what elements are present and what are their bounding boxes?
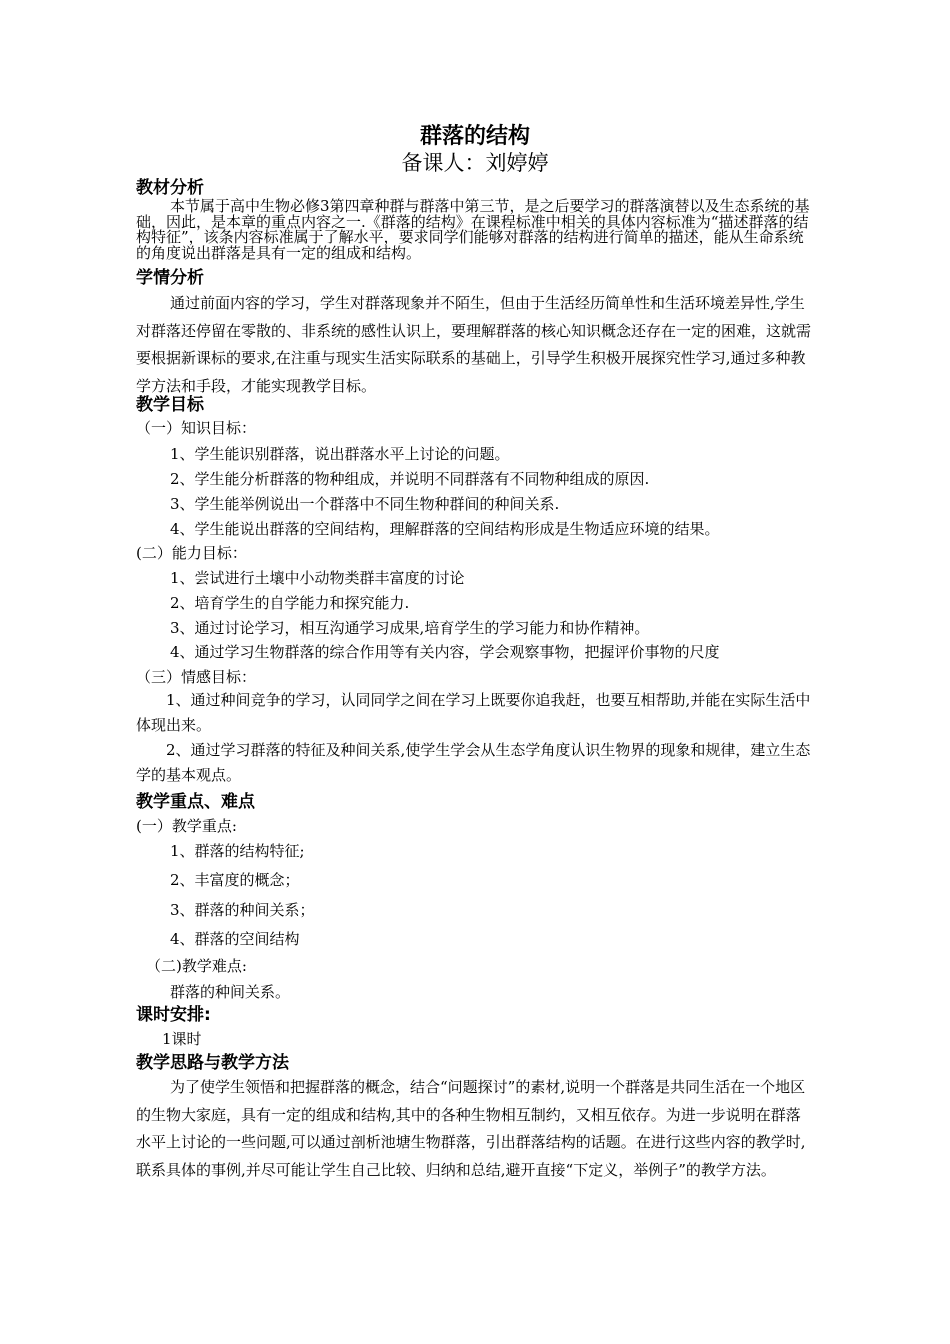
knowledge-goal-item: 3、学生能举例说出一个群落中不同生物种群间的种间关系. [170,495,560,513]
key-point-item: 4、群落的空间结构 [170,930,300,948]
author-line: 备课人：刘婷婷 [401,151,549,175]
difficulty-label: （二)教学难点: [146,957,247,975]
ability-goal-item: 2、培育学生的自学能力和探究能力. [170,594,410,612]
schedule-text: 1课时 [162,1030,202,1048]
ability-goals-label: (二）能力目标： [136,544,247,562]
key-points-label: (一）教学重点: [136,817,237,835]
key-point-item: 3、群落的种间关系； [170,901,315,919]
knowledge-goals-label: （一）知识目标： [136,419,257,437]
knowledge-goal-item: 4、学生能说出群落的空间结构，理解群落的空间结构形成是生物适应环境的结果。 [170,520,720,538]
student-analysis-paragraph: 通过前面内容的学习，学生对群落现象并不陌生，但由于生活经历简单性和生活环境差异性,学生对群落还停留在零散的、非系统的感性认识上，要理解群落的核心知识概念还存在一定的困难，这就需要根据新课标的要求,在注重与现实生活实际联系的基础上，引导学生积极开展探究性学习,通过多种教学方法和手段，才能实现教学目标。 [136,294,812,395]
key-point-item: 1、群落的结构特征; [170,842,305,860]
emotion-goals-label: （三）情感目标： [136,668,257,686]
emotion-goal-item: 2、通过学习群落的特征及种间关系,使学生学会从生态学角度认识生物界的现象和规律，建立生态学的基本观点。 [136,741,811,784]
heading-student-analysis: 学情分析 [136,268,204,288]
ability-goal-item: 4、通过学习生物群落的综合作用等有关内容，学会观察事物，把握评价事物的尺度 [170,643,720,661]
ability-goal-item: 3、通过讨论学习，相互沟通学习成果,培育学生的学习能力和协作精神。 [170,619,650,637]
knowledge-goal-item: 1、学生能识别群落，说出群落水平上讨论的问题。 [170,445,510,463]
document-title: 群落的结构 [419,124,530,149]
teaching-method-paragraph: 为了使学生领悟和把握群落的概念，结合“问题探讨”的素材,说明一个群落是共同生活在一个地区的生物大家庭，具有一定的组成和结构,其中的各种生物相互制约，又相互依存。为进一步说明在群落水平上讨论的一些问题,可以通过剖析池塘生物群落，引出群落结构的话题。在进行这些内容的教学时,联系具体的事例,并尽可能让学生自己比较、归纳和总结,避开直接“下定义，举例子”的教学方法。 [136,1078,806,1179]
heading-teaching-goals: 教学目标 [136,395,204,415]
emotion-goal-item: 1、通过种间竞争的学习，认同同学之间在学习上既要你追我赶，也要互相帮助,并能在实际生活中体现出来。 [136,691,811,734]
key-point-item: 2、丰富度的概念； [170,871,300,889]
material-analysis-paragraph: 本节属于高中生物必修3第四章种群与群落中第三节，是之后要学习的群落演替以及生态系统的基础，因此，是本章的重点内容之一.《群落的结构》在课程标准中相关的具体内容标准为“描述群落的结构特征”，该条内容标准属于了解水平，要求同学们能够对群落的结构进行简单的描述，能从生命系统的角度说出群落是具有一定的组成和结构。 [136,197,810,262]
heading-key-points: 教学重点、难点 [136,792,255,812]
difficulty-text: 群落的种间关系。 [170,983,291,1001]
heading-material-analysis: 教材分析 [136,178,204,198]
knowledge-goal-item: 2、学生能分析群落的物种组成，并说明不同群落有不同物种组成的原因. [170,470,650,488]
heading-schedule: 课时安排: [136,1005,211,1025]
ability-goal-item: 1、尝试进行土壤中小动物类群丰富度的讨论 [170,569,465,587]
heading-teaching-method: 教学思路与教学方法 [136,1053,289,1073]
